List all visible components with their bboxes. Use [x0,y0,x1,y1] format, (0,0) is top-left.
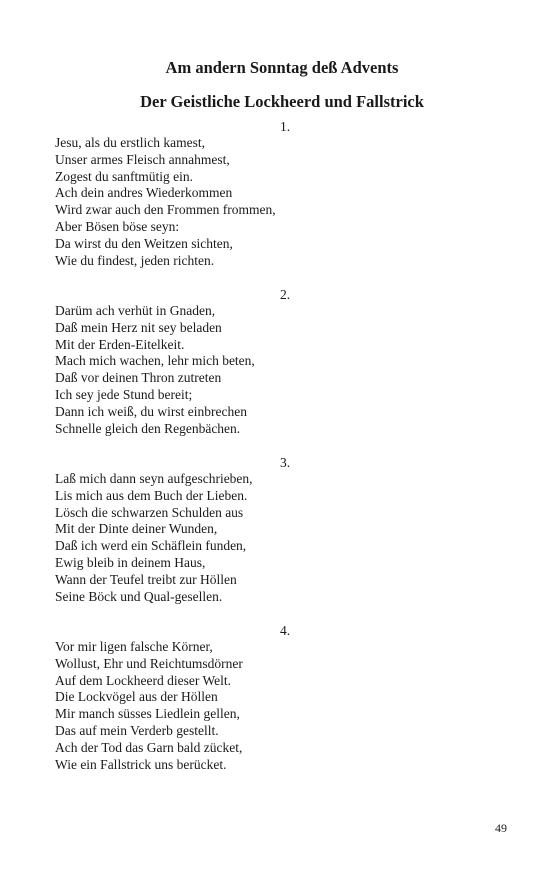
verse-line: Daß mein Herz nit sey beladen [55,319,222,335]
verse-line: Mit der Dinte deiner Wunden, [55,521,218,537]
verse-line: Wie ein Fallstrick uns berücket. [55,756,227,772]
verse-line: Daß ich werd ein Schäflein funden, [55,538,247,554]
verse-number: 2. [279,287,291,302]
verse-line: Auf dem Lockheerd dieser Welt. [55,672,231,688]
verse-line: Schnelle gleich den Regenbächen. [55,420,241,436]
verse-lines [55,471,253,605]
verse-line: Lis mich aus dem Buch der Lieben. [55,487,248,503]
verse-line: Wie du findest, jeden richten. [55,252,215,268]
verse-line: Ewig bleib in deinem Haus, [55,554,206,570]
verse-line: Ach der Tod das Garn bald zücket, [55,739,243,755]
verse-line: Jesu, als du erstlich kamest, [55,135,205,150]
page-number: 49 [495,821,507,835]
page-title: Am andern Sonntag deß Advents [165,58,399,77]
verse-line: Wird zwar auch den Frommen frommen, [55,202,276,218]
verse-lines [55,303,255,437]
verse-line: Vor mir ligen falsche Körner, [55,639,213,654]
verse-line: Aber Bösen böse seyn: [55,218,180,234]
verse-number: 3. [279,455,291,470]
verse-line: Darüm ach verhüt in Gnaden, [55,303,216,318]
verse-line: Laß mich dann seyn aufgeschrieben, [55,471,253,486]
verse-line: Seine Böck und Qual-gesellen. [55,588,223,604]
verse-line: Die Lockvögel aus der Höllen [55,689,218,705]
verse-line: Daß vor deinen Thron zutreten [55,370,222,386]
page-subtitle: Der Geistliche Lockheerd und Fallstrick [140,92,424,111]
verse-line: Unser armes Fleisch annahmest, [55,151,230,167]
verse-line: Wann der Teufel treibt zur Höllen [55,571,237,587]
verse-line: Mir manch süsses Liedlein gellen, [55,706,240,722]
verse-line: Mach mich wachen, lehr mich beten, [55,353,255,369]
verse-line: Mit der Erden-Eitelkeit. [55,336,185,352]
verse-line: Zogest du sanftmütig ein. [55,168,193,184]
verse-line: Das auf mein Verderb gestellt. [55,722,219,738]
verse-line: Ach dein andres Wiederkommen [55,185,233,201]
verse-line: Da wirst du den Weitzen sichten, [55,235,233,251]
verse-line: Wollust, Ehr und Reichtumsdörner [55,655,243,671]
verse-line: Ich sey jede Stund bereit; [55,386,193,402]
verse-lines [55,639,243,773]
verse-lines [55,135,276,269]
verse-number: 4. [279,623,291,638]
verse-line: Dann ich weiß, du wirst einbrechen [55,403,247,419]
verse-line: Lösch die schwarzen Schulden aus [55,504,244,520]
verse-number: 1. [279,119,291,134]
